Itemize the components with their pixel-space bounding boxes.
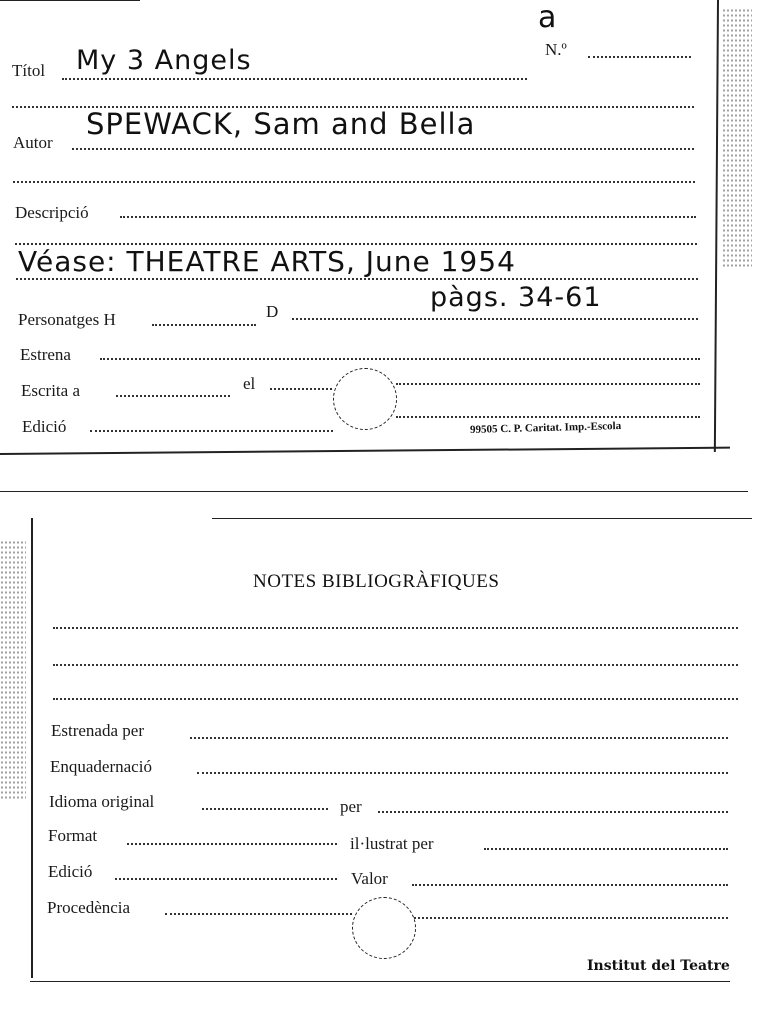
description-label: Descripció: [15, 203, 89, 222]
edition-line-2: [396, 416, 700, 418]
characters-label: Personatges H: [18, 310, 116, 329]
characters-female-line: [292, 318, 698, 320]
scan-separator: [0, 491, 748, 492]
original-language-label: Idioma original: [49, 792, 155, 811]
notes-line-3: [53, 698, 738, 700]
author-line-2: [13, 181, 695, 183]
provenance-line-2: [414, 917, 728, 919]
characters-male-line: [152, 324, 256, 326]
illustrated-by-line: [484, 848, 728, 850]
value-line: [412, 884, 728, 886]
description-line: [120, 216, 696, 218]
written-in-line: [116, 395, 230, 397]
institution-name: Institut del Teatre: [587, 958, 730, 974]
written-date-label: el: [243, 374, 256, 393]
number-line: [588, 56, 691, 58]
back-card-top-edge: [212, 518, 752, 519]
premiered-by-label: Estrenada per: [51, 721, 144, 740]
original-language-line: [202, 808, 328, 810]
edition-label: Edició: [22, 417, 67, 436]
printer-imprint: 99505 C. P. Caritat. Imp.-Escola: [469, 420, 622, 436]
binding-label: Enquadernació: [50, 757, 152, 776]
author-line: [72, 148, 694, 150]
written-in-label: Escrita a: [21, 381, 80, 400]
author-handwritten: SPEWACK, Sam and Bella: [86, 107, 476, 141]
author-label: Autor: [13, 133, 53, 152]
front-card-top-edge: [0, 0, 140, 1]
back-card-left-edge: [31, 518, 33, 978]
number-label: N.º: [545, 40, 567, 59]
illustrated-by-label: il·lustrat per: [350, 834, 434, 853]
title-label: Títol: [12, 61, 46, 80]
notes-title: NOTES BIBLIOGRÀFIQUES: [253, 571, 500, 592]
front-card-right-edge: [714, 0, 719, 452]
written-date-line-2: [396, 383, 700, 385]
binding-line: [197, 772, 728, 774]
provenance-line: [165, 913, 352, 915]
edition-line: [90, 430, 333, 432]
written-date-line: [270, 388, 332, 390]
front-punch-hole: [333, 368, 397, 430]
back-edition-line: [115, 878, 337, 880]
notes-line-1: [53, 627, 738, 629]
card-number-handwritten: a: [538, 0, 558, 35]
format-label: Format: [48, 826, 98, 845]
characters-female-label: D: [266, 302, 279, 321]
translated-by-label: per: [340, 797, 362, 816]
reference-line: [16, 278, 698, 280]
notes-line-2: [53, 664, 738, 666]
scan-noise-left: [0, 540, 26, 800]
premiere-label: Estrena: [20, 345, 71, 364]
premiered-by-line: [190, 737, 728, 739]
format-line: [127, 843, 337, 845]
back-punch-hole: [352, 897, 416, 959]
translated-by-line: [378, 811, 728, 813]
pages-handwritten: pàgs. 34-61: [430, 282, 602, 313]
reference-handwritten: Véase: THEATRE ARTS, June 1954: [18, 245, 516, 278]
title-line: [62, 78, 527, 80]
scan-noise: [722, 8, 752, 268]
back-edition-label: Edició: [48, 862, 93, 881]
title-handwritten: My 3 Angels: [76, 45, 252, 76]
provenance-label: Procedència: [47, 898, 131, 917]
premiere-line: [100, 358, 700, 360]
value-label: Valor: [351, 869, 388, 888]
front-card-bottom-edge: [0, 447, 730, 455]
back-card-bottom-edge: [30, 981, 730, 982]
